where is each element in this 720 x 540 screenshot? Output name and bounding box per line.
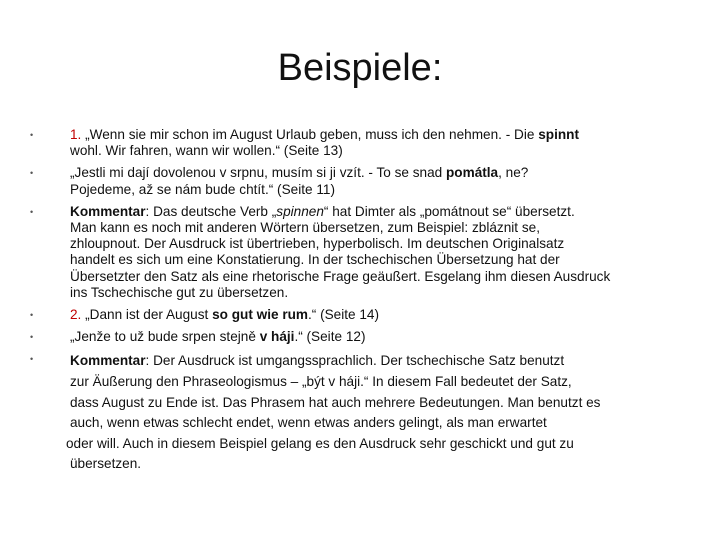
text-segment: Man kann es noch mit anderen Wörtern übersetzen, zum Beispiel: zbláznit se, [70,220,540,236]
text-segment: zhloupnout. Der Ausdruck ist übertrieben, hyperbolisch. Im deutschen Originalsatz [70,236,565,252]
bullet-list [30,127,680,475]
text-line [70,329,680,345]
text-segment: dass August zu Ende ist. Das Phrasem hat auch mehrere Bedeutungen. Man benutzt es [70,394,601,410]
text-line [70,413,680,434]
text-line [70,351,680,372]
commentary-label: Kommentar [70,353,146,369]
highlighted-phrase: spinnt [538,127,579,142]
text-line [70,182,680,198]
text-segment: übersetzen. [70,456,142,472]
text-segment: Übersetzter den Satz als eine rhetorische Frage geäußert. Esgelang ihm diesen Ausdruck [70,268,611,284]
italic-term: spinnen [276,203,324,219]
text-segment: auch, wenn etwas schlecht endet, wenn etwas anders gelingt, als man erwartet [70,415,547,431]
bullet-dot: • [30,130,34,140]
bullet-dot: • [30,354,34,365]
commentary-label: Kommentar [70,203,146,219]
text-segment: „Jenže to už bude srpen stejně [70,329,260,345]
text-segment: handelt es sich um eine Konstatierung. In der tschechischen Übersetzung hat der [70,252,560,268]
bullet-item-example-1-czech [30,165,680,197]
text-line [70,127,680,143]
text-line [70,220,680,236]
text-segment: “ hat Dimter als „pomátnout se“ übersetzt. [323,203,575,219]
text-segment: oder will. Auch in diesem Beispiel gelang es den Ausdruck sehr geschickt und gut zu [66,435,574,451]
text-line [70,165,680,181]
text-segment: , ne? [498,165,529,181]
bullet-item-example-1-german [30,127,680,159]
example-number: 2. [70,307,82,323]
text-line [70,204,680,220]
text-segment: wohl. Wir fahren, wann wir wollen.“ (Seite 13) [70,143,343,159]
text-segment: ins Tschechische gut zu übersetzen. [70,284,289,300]
text-segment: .“ (Seite 12) [294,329,366,345]
highlighted-phrase: pomátla [446,165,499,181]
text-line [70,454,680,475]
text-segment: : Das deutsche Verb „ [145,203,277,219]
text-segment: „Jestli mi dají dovolenou v srpnu, musím si ji vzít. - To se snad [70,165,446,181]
text-line [70,269,680,285]
text-line [70,372,680,393]
bullet-dot: • [30,168,34,179]
bullet-item-commentary-1 [30,204,680,301]
slide-title: Beispiele: [277,47,443,89]
example-number: 1. [70,127,82,142]
bullet-dot: • [30,310,34,321]
text-line [70,393,680,414]
text-segment: „Wenn sie mir schon im August Urlaub geben, muss ich den nehmen. - Die [85,127,539,142]
bullet-dot: • [30,332,34,343]
text-segment: .“ (Seite 14) [308,307,380,323]
text-segment: Pojedeme, až se nám bude chtít.“ (Seite 11) [70,181,335,197]
bullet-item-example-2-german [30,307,680,323]
text-segment: zur Äußerung den Phraseologismus – „být v háji.“ In diesem Fall bedeutet der Satz, [70,374,572,390]
bullet-dot: • [30,206,34,217]
text-line [70,252,680,268]
bullet-item-commentary-2 [30,351,680,475]
text-line [70,236,680,252]
bullet-item-example-2-czech [30,329,680,345]
text-segment: : Der Ausdruck ist umgangssprachlich. Der tschechische Satz benutzt [145,353,565,369]
text-line [70,307,680,323]
highlighted-phrase: so gut wie rum [212,307,308,323]
text-segment: „Dann ist der August [85,307,213,323]
text-line [70,285,680,301]
text-line [70,143,680,159]
text-line [66,434,680,455]
highlighted-phrase: v háji [259,329,295,345]
